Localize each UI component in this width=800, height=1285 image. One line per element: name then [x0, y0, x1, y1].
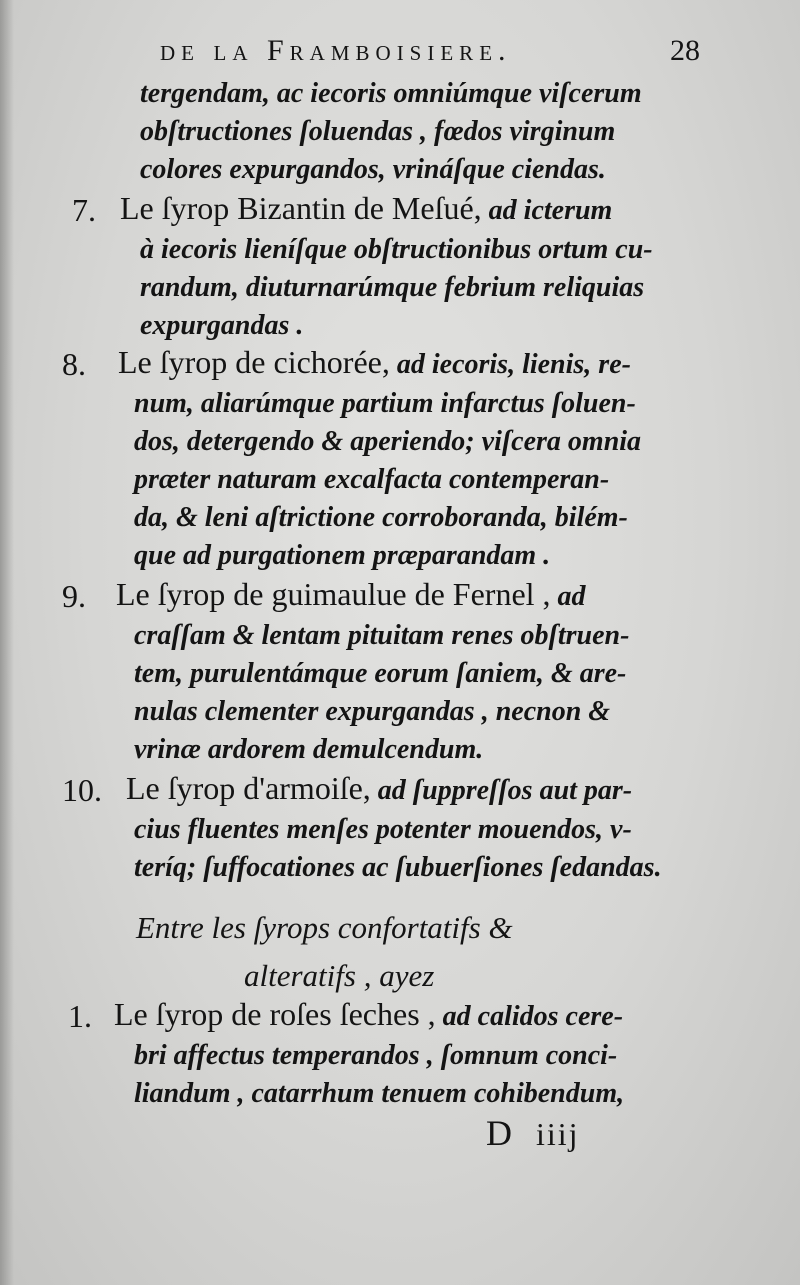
text-line: teríq; ſuffocationes ac ſubuerſiones ſedandas. [134, 852, 662, 883]
text-line: que ad purgationem præparandam . [134, 540, 551, 571]
text-line: à iecoris lieníſque obſtructionibus ortum cu- [140, 234, 653, 265]
text-line: Le ſyrop de guimaulue de Fernel , ad [116, 576, 586, 612]
section-heading-line-2: alteratifs , ayez [244, 958, 435, 993]
text-line: randum, diuturnarúmque febrium reliquias [140, 272, 645, 303]
item-number: 7. [72, 192, 96, 228]
text-line: da, & leni aſtrictione corroboranda, bilém- [134, 502, 628, 533]
running-title: de la Framboisiere. [160, 34, 512, 67]
text-line: præter naturam excalfacta contemperan- [134, 464, 610, 495]
text-line: obſtructiones ſoluendas , fœdos virginum [140, 116, 616, 147]
text-line: craſſam & lentam pituitam renes obſtruen- [134, 620, 630, 651]
text-line: tergendam, ac iecoris omniúmque viſcerum [140, 78, 642, 109]
text-line: expurgandas . [140, 310, 304, 341]
page-number: 28 [670, 34, 700, 67]
text-line: cius fluentes menſes potenter mouendos, v- [134, 814, 632, 845]
text-line: num, aliarúmque partium infarctus ſoluen- [134, 388, 636, 419]
text-line: tem, purulentámque eorum ſaniem, & are- [134, 658, 627, 689]
text-line: Le ſyrop d'armoiſe, ad ſuppreſſos aut par- [126, 770, 633, 806]
text-line: Le ſyrop Bizantin de Meſué, ad icterum [120, 190, 613, 226]
signature-mark [486, 1112, 580, 1154]
text-line: Le ſyrop de roſes ſeches , ad calidos cere- [114, 996, 624, 1032]
item-number: 1. [68, 998, 92, 1034]
text-line: dos, detergendo & aperiendo; viſcera omnia [134, 426, 642, 457]
item-number: 10. [62, 772, 102, 808]
signature-numeral: iiij [536, 1116, 580, 1152]
item-number: 9. [62, 578, 86, 614]
text-line: vrinæ ardorem demulcendum. [134, 734, 484, 765]
item-number: 8. [62, 346, 86, 382]
text-line: bri affectus temperandos , ſomnum conci- [134, 1040, 618, 1071]
text-line: colores expurgandos, vrináſque ciendas. [140, 154, 606, 185]
text-line: nulas clementer expurgandas , necnon & [134, 696, 611, 727]
text-line: Le ſyrop de cichorée, ad iecoris, lienis, re- [118, 344, 631, 380]
signature-letter: D [486, 1113, 514, 1153]
text-line: liandum , catarrhum tenuem cohibendum, [134, 1078, 625, 1109]
section-heading-line-1: Entre les ſyrops confortatifs & [136, 910, 513, 945]
